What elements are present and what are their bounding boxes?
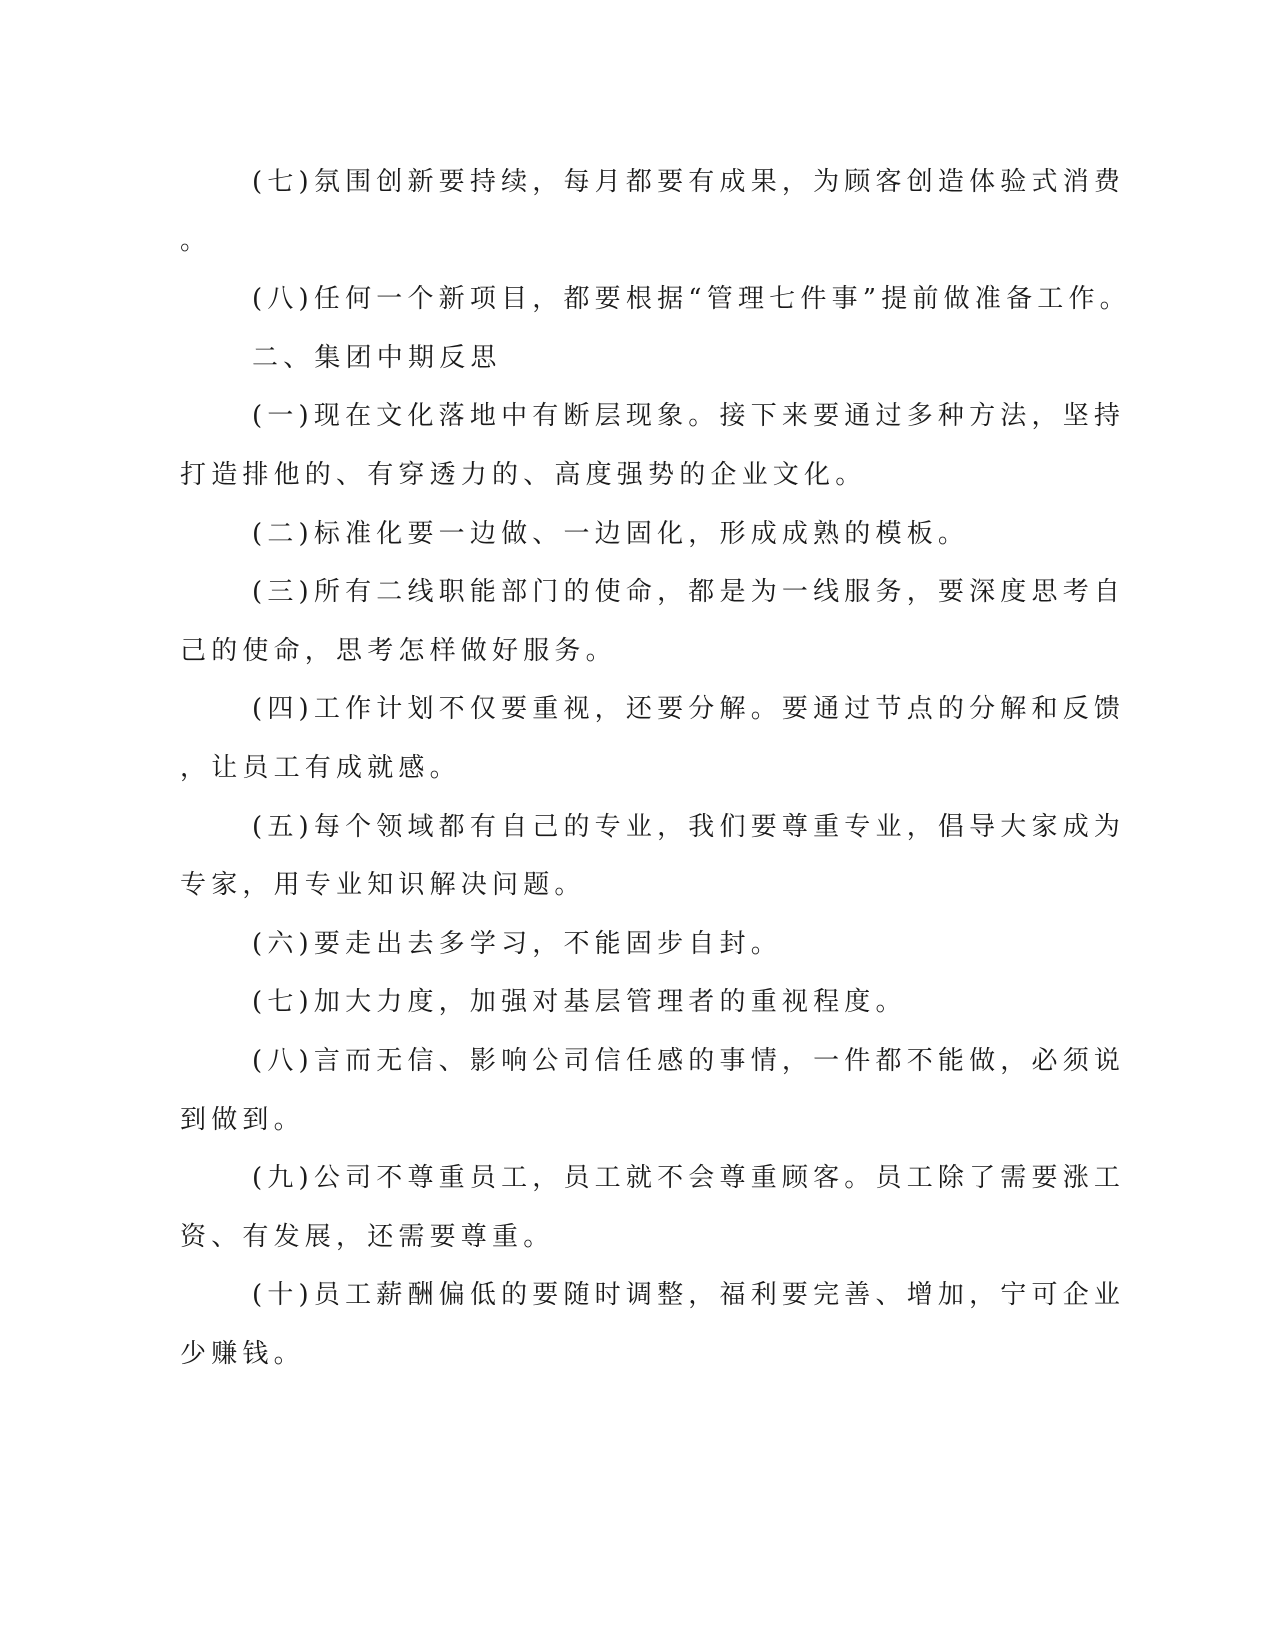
paragraph-line: (三)所有二线职能部门的使命，都是为一线服务，要深度思考自 — [252, 577, 1126, 607]
paragraph-line: 。 — [180, 226, 212, 256]
paragraph-line: 打造排他的、有穿透力的、高度强势的企业文化。 — [180, 460, 867, 490]
paragraph-line: (七)加大力度，加强对基层管理者的重视程度。 — [252, 987, 907, 1017]
paragraph-line: 少赚钱。 — [180, 1339, 305, 1369]
paragraph-line: (二)标准化要一边做、一边固化，形成成熟的模板。 — [252, 519, 970, 549]
paragraph-line: (一)现在文化落地中有断层现象。接下来要通过多种方法，坚持 — [252, 401, 1126, 431]
paragraph-line: 己的使命，思考怎样做好服务。 — [180, 636, 617, 666]
paragraph-line: (四)工作计划不仅要重视，还要分解。要通过节点的分解和反馈 — [252, 694, 1126, 724]
paragraph-line: (九)公司不尊重员工，员工就不会尊重顾客。员工除了需要涨工 — [252, 1163, 1126, 1193]
paragraph-line: (八)任何一个新项目，都要根据“管理七件事”提前做准备工作。 — [252, 284, 1131, 314]
paragraph-line: (六)要走出去多学习，不能固步自封。 — [252, 929, 782, 959]
section-heading: 二、集团中期反思 — [252, 343, 502, 373]
paragraph-line: 资、有发展，还需要尊重。 — [180, 1222, 555, 1252]
paragraph-line: ，让员工有成就感。 — [180, 753, 461, 783]
paragraph-line: (七)氛围创新要持续，每月都要有成果，为顾客创造体验式消费 — [252, 167, 1126, 197]
paragraph-line: 专家，用专业知识解决问题。 — [180, 870, 586, 900]
paragraph-line: 到做到。 — [180, 1105, 305, 1135]
paragraph-line: (八)言而无信、影响公司信任感的事情，一件都不能做，必须说 — [252, 1046, 1126, 1076]
paragraph-line: (五)每个领域都有自己的专业，我们要尊重专业，倡导大家成为 — [252, 812, 1126, 842]
paragraph-line: (十)员工薪酬偏低的要随时调整，福利要完善、增加，宁可企业 — [252, 1280, 1126, 1310]
